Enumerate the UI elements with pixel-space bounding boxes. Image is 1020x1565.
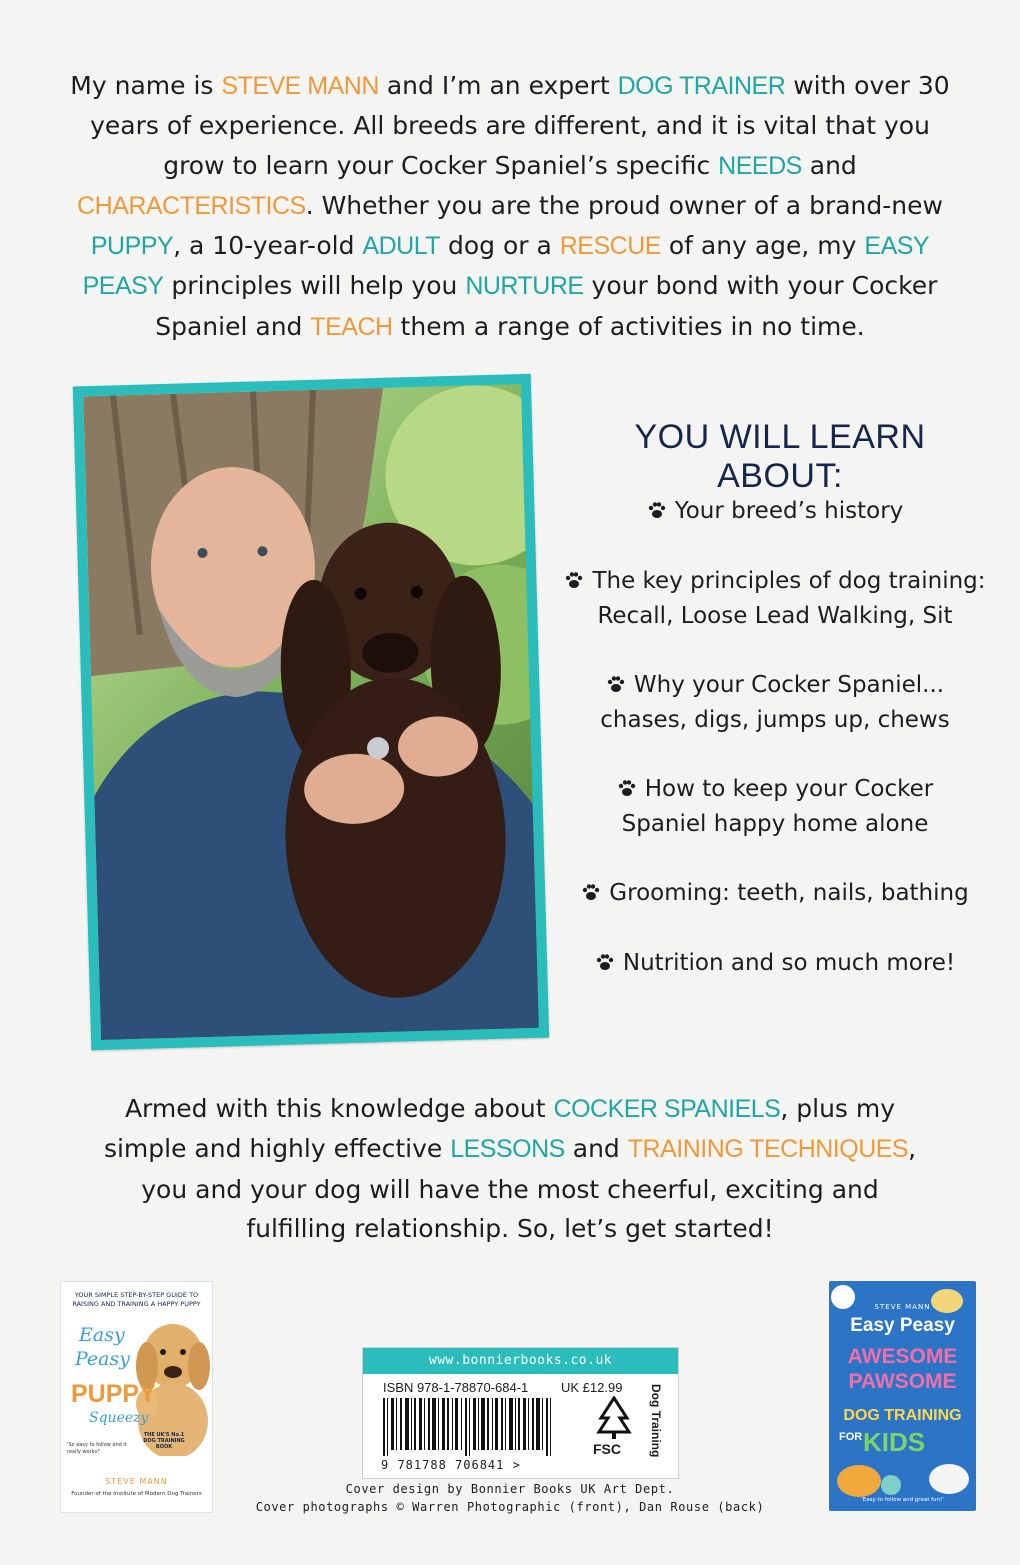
- paw-icon: [647, 500, 667, 520]
- barcode-digits: 9 781788 706841 >: [381, 1458, 521, 1472]
- book-quote: 'So easy to follow and it really works!': [67, 1442, 127, 1455]
- intro-text: your bond with your Cocker Spaniel and: [155, 271, 938, 341]
- intro-text: My name is: [70, 71, 222, 100]
- highlight-cocker-spaniels: COCKER SPANIELS: [553, 1095, 781, 1123]
- paw-icon: [581, 882, 601, 902]
- intro-text: them a range of activities in no time.: [392, 311, 865, 341]
- price: UK £12.99: [561, 1380, 623, 1395]
- kids-book-title-dog-training: DOG TRAINING: [843, 1407, 962, 1424]
- publisher-url: www.bonnierbooks.co.uk: [363, 1348, 678, 1374]
- credits-photographs: Cover photographs © Warren Photographic (front), Dan Rouse (back): [255, 1500, 765, 1514]
- list-item: [560, 564, 990, 633]
- book-title-easy: Easy: [79, 1324, 125, 1346]
- intro-text: dog or a: [440, 231, 560, 261]
- kids-book-title-pawsome: PAWSOME: [848, 1370, 957, 1393]
- kids-book-title-kids: KIDS: [863, 1427, 926, 1457]
- kids-book-title-for: FOR: [839, 1431, 863, 1443]
- list-item: [560, 946, 990, 981]
- outro-text: and: [564, 1134, 628, 1164]
- fsc-tree-icon: [593, 1396, 635, 1440]
- list-item: [560, 668, 990, 737]
- book-tagline: YOUR SIMPLE STEP-BY-STEP GUIDE TO RAISING AND TRAINING A HAPPY PUPPY: [72, 1291, 201, 1308]
- category-label: Dog Training: [649, 1384, 663, 1458]
- outro-text: , you and your dog will have the most cheerful, exciting and fulfilling relationship. So, let’s get started!: [141, 1134, 917, 1243]
- fsc-label: FSC: [593, 1441, 621, 1457]
- outro-text: Armed with this knowledge about: [124, 1094, 554, 1123]
- highlight-easy-peasy: EASY PEASY: [82, 232, 930, 301]
- highlight-nurture: NURTURE: [465, 272, 584, 301]
- list-item-text: Why your Cocker Spaniel...: [633, 672, 945, 698]
- book-title-squeezy: Squeezy: [89, 1410, 149, 1426]
- list-item-text: Recall, Loose Lead Walking, Sit: [597, 602, 953, 629]
- highlight-needs: NEEDS: [718, 151, 802, 180]
- outro-paragraph: [100, 1089, 920, 1248]
- list-item: [560, 772, 990, 841]
- list-item: [560, 494, 990, 529]
- highlight-training-techniques: TRAINING TECHNIQUES: [627, 1135, 909, 1164]
- intro-text: and I’m an expert: [378, 71, 618, 100]
- highlight-dog-trainer: DOG TRAINER: [617, 72, 786, 100]
- author-photo-frame: [73, 374, 549, 1051]
- kids-book-title-awesome: AWESOME: [847, 1345, 958, 1368]
- kids-book-author: STEVE MANN: [874, 1303, 931, 1311]
- highlight-characteristics: CHARACTERISTICS: [77, 191, 306, 220]
- highlight-lessons: LESSONS: [450, 1135, 565, 1164]
- intro-text: principles will help you: [163, 271, 466, 301]
- book-cover-kids: [829, 1281, 976, 1511]
- kids-book-title-easy-peasy: Easy Peasy: [850, 1315, 955, 1336]
- intro-paragraph: [60, 66, 960, 347]
- book-title-puppy: PUPPY: [71, 1380, 156, 1408]
- paw-icon: [617, 778, 637, 798]
- credits-cover-design: Cover design by Bonnier Books UK Art Dept.: [345, 1482, 675, 1496]
- highlight-adult: ADULT: [362, 232, 441, 261]
- book-author: STEVE MANN: [105, 1477, 168, 1486]
- paw-icon: [564, 570, 584, 590]
- list-item-text: Spaniel happy home alone: [621, 810, 929, 837]
- list-item-text: The key principles of dog training:: [592, 568, 986, 594]
- intro-text: with over 30 years of experience. All breeds are different, and it is vital that you grow to learn your Cocker Spaniel’s specific: [90, 71, 950, 180]
- highlight-teach: TEACH: [310, 312, 393, 341]
- highlight-rescue: RESCUE: [559, 232, 661, 261]
- outro-text: , plus my simple and highly effective: [103, 1094, 896, 1164]
- paw-icon: [595, 952, 615, 972]
- highlight-author: STEVE MANN: [221, 72, 379, 100]
- book-author-subtitle: Founder of the Institute of Modern Dog Trainers: [71, 1491, 202, 1497]
- list-item-text: Your breed’s history: [674, 498, 904, 524]
- learn-title: YOU WILL LEARN ABOUT:: [634, 418, 926, 495]
- intro-text: of any age, my: [660, 231, 865, 261]
- intro-text: . Whether you are the proud owner of a brand-new: [305, 190, 943, 220]
- book-badge: THE UK'S No.1 DOG TRAINING BOOK: [143, 1432, 185, 1450]
- list-item: [560, 876, 990, 911]
- book-title-peasy: Peasy: [75, 1348, 130, 1370]
- list-item-text: How to keep your Cocker: [644, 776, 934, 802]
- list-item-text: Nutrition and so much more!: [622, 950, 956, 976]
- barcode-box: [362, 1347, 679, 1479]
- intro-text: , a 10-year-old: [173, 231, 363, 261]
- photo-illustration: [83, 384, 539, 1040]
- intro-text: and: [801, 150, 857, 180]
- kids-book-quote: 'Easy to follow and great fun!': [861, 1497, 944, 1503]
- isbn: ISBN 978-1-78870-684-1: [383, 1380, 529, 1395]
- highlight-puppy: PUPPY: [90, 232, 174, 261]
- list-item-text: Grooming: teeth, nails, bathing: [609, 880, 969, 906]
- book-cover-puppy: [60, 1281, 213, 1513]
- list-item-text: chases, digs, jumps up, chews: [600, 706, 950, 733]
- author-photo: [83, 384, 539, 1040]
- barcode-icon: [383, 1398, 563, 1456]
- paw-icon: [606, 674, 626, 694]
